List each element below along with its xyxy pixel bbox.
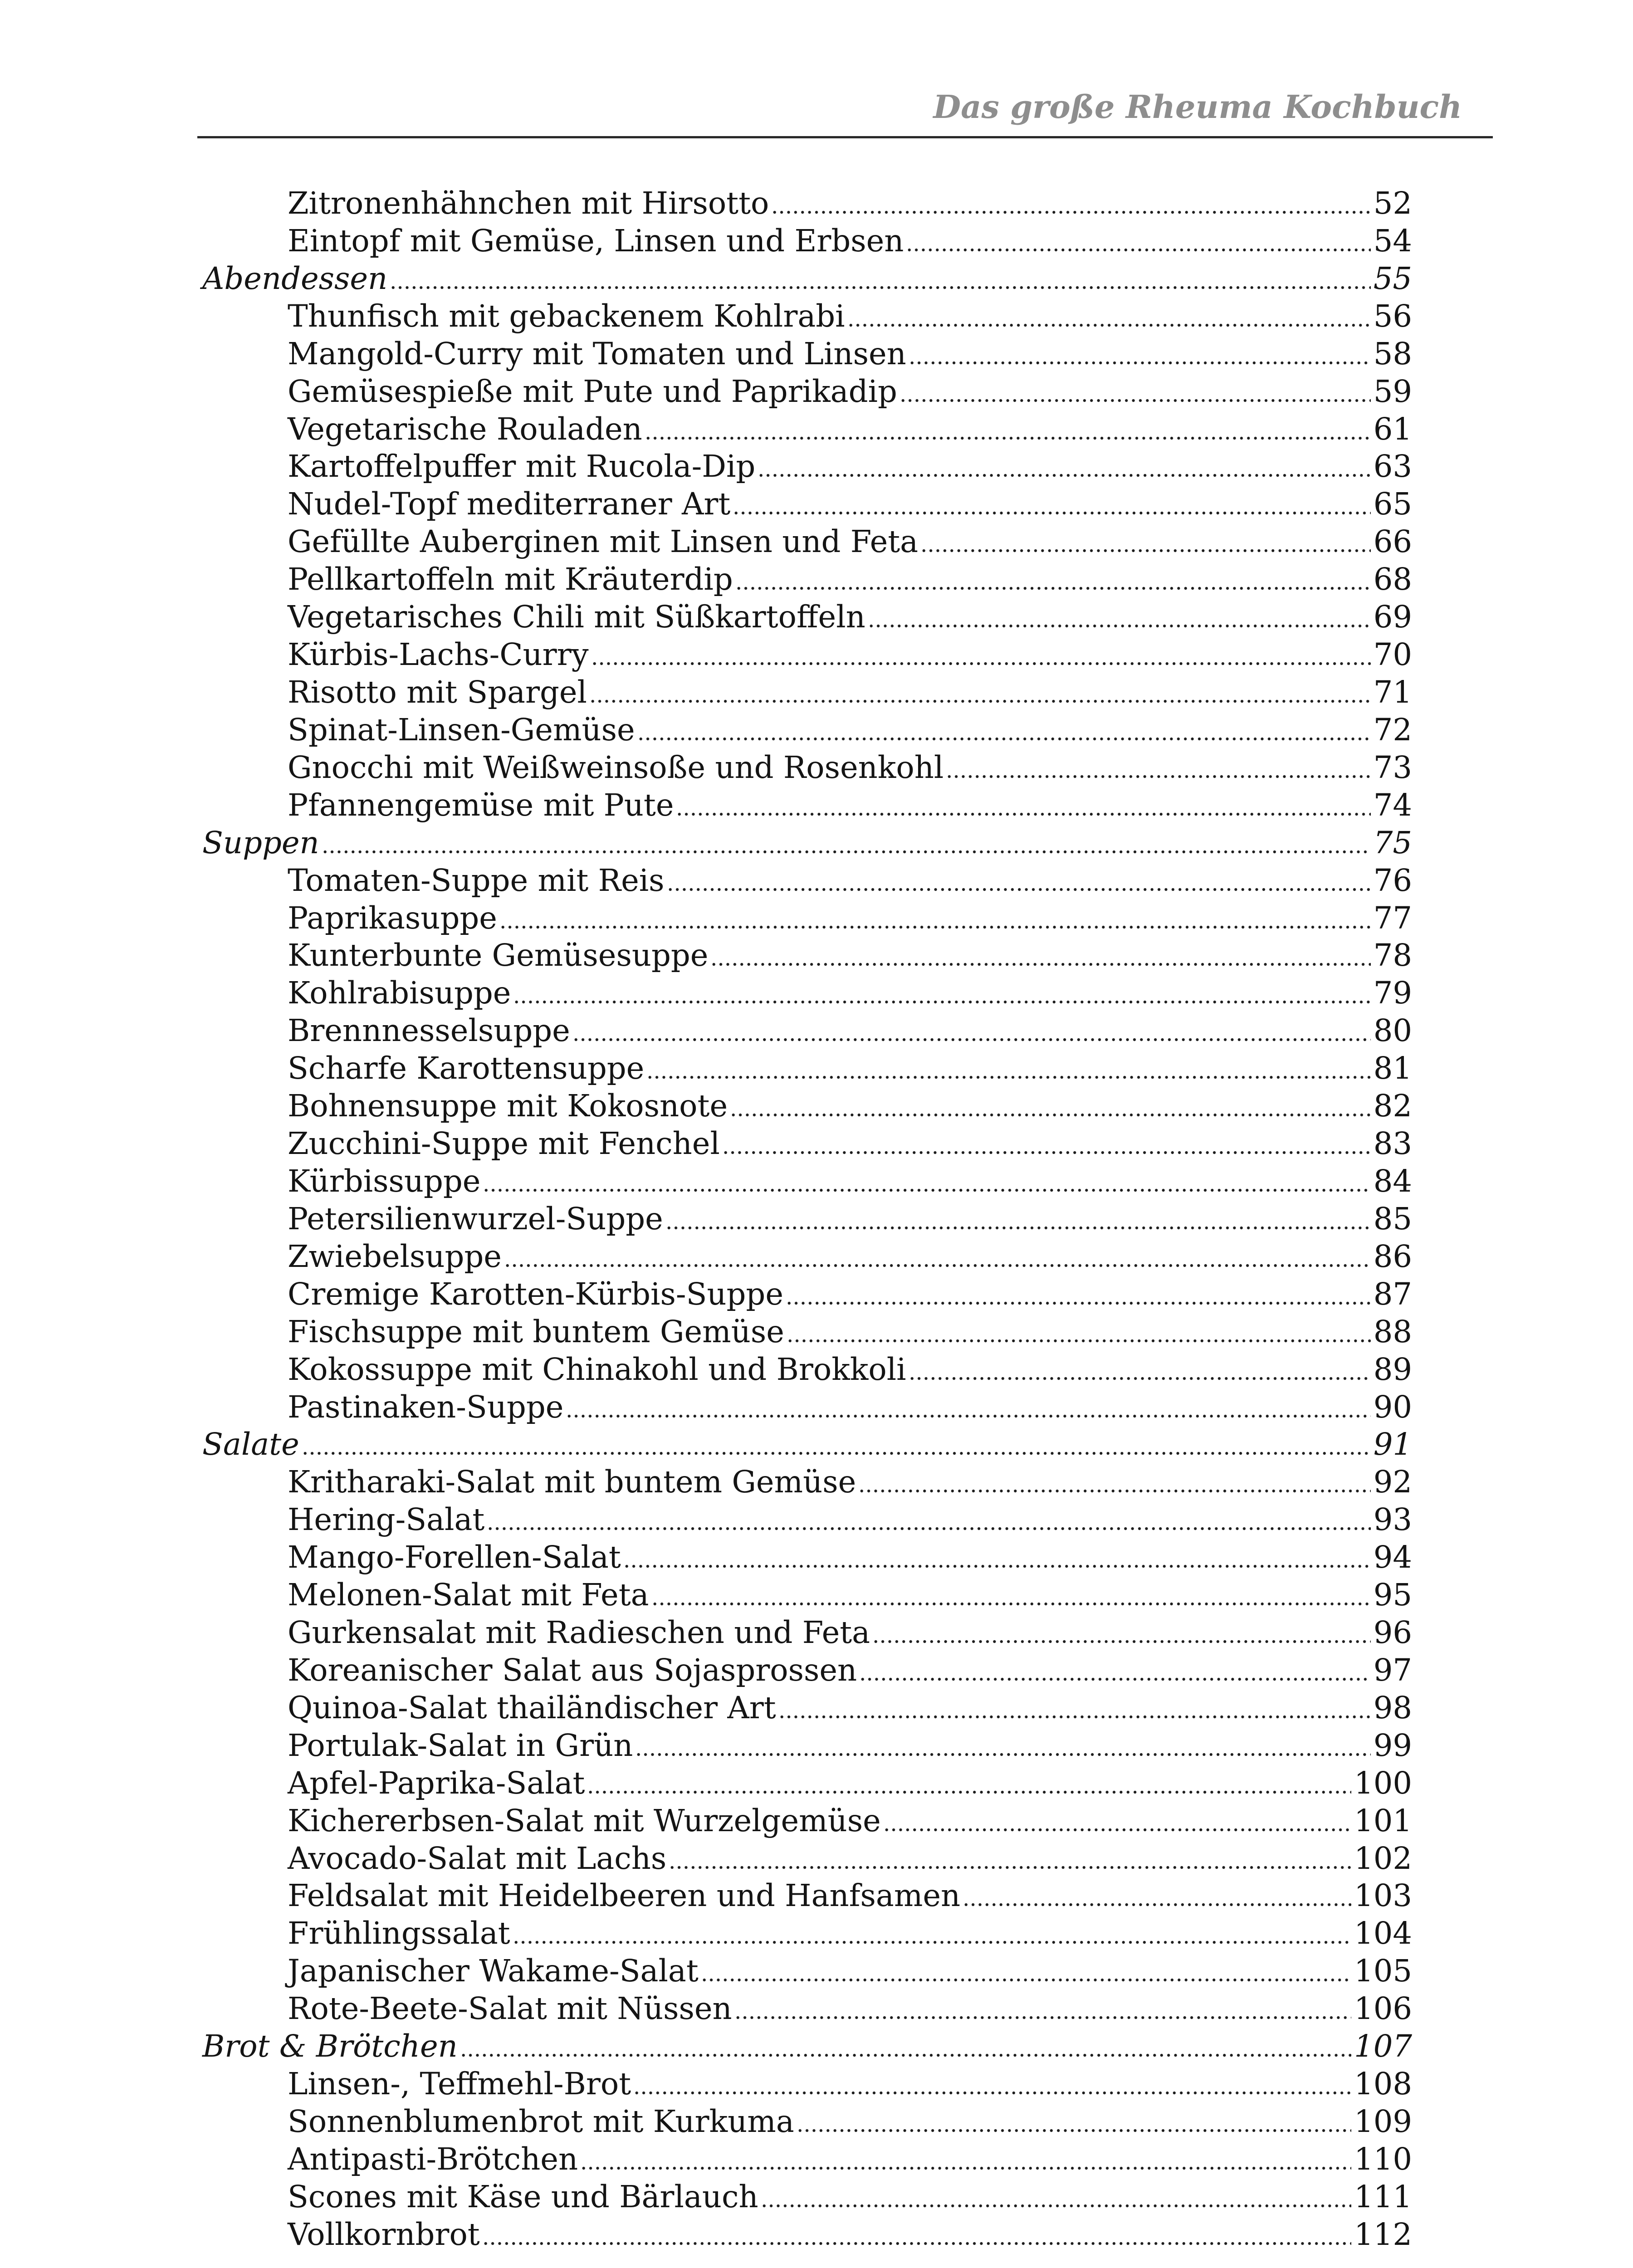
toc-entry-page: 76 xyxy=(1373,862,1412,898)
toc-entry-page: 80 xyxy=(1373,1013,1412,1049)
toc-entry-title: Fischsuppe mit buntem Gemüse xyxy=(288,1314,784,1349)
toc-entry-title: Vollkornbrot xyxy=(288,2216,480,2252)
toc-entry-page: 54 xyxy=(1373,223,1412,259)
dot-leader xyxy=(771,185,1370,222)
toc-entry xyxy=(0,636,1412,674)
dot-leader xyxy=(623,1539,1371,1576)
toc-entry-title: Portulak-Salat in Grün xyxy=(288,1727,633,1763)
toc-entry-title: Kritharaki-Salat mit buntem Gemüse xyxy=(288,1464,856,1500)
dot-leader xyxy=(651,1576,1371,1614)
running-header: Das große Rheuma Kochbuch xyxy=(933,88,1462,126)
dot-leader xyxy=(797,2103,1351,2141)
toc-section xyxy=(0,1426,1412,1463)
toc-entry-page: 106 xyxy=(1354,1991,1412,2027)
toc-entry xyxy=(0,598,1412,636)
table-of-contents xyxy=(0,185,1412,2253)
toc-entry xyxy=(0,1388,1412,1426)
toc-entry-title: Kürbissuppe xyxy=(288,1163,481,1199)
toc-entry-title: Scones mit Käse und Bärlauch xyxy=(288,2179,758,2214)
dot-leader xyxy=(589,674,1371,711)
dot-leader xyxy=(872,1614,1371,1652)
toc-entry-page: 85 xyxy=(1373,1201,1412,1237)
toc-entry xyxy=(0,448,1412,485)
toc-entry-title: Petersilienwurzel-Suppe xyxy=(288,1201,663,1237)
toc-entry-title: Vegetarisches Chili mit Süßkartoffeln xyxy=(288,599,865,635)
toc-entry xyxy=(0,1539,1412,1576)
toc-section-page: 91 xyxy=(1373,1427,1412,1462)
toc-entry-title: Rote-Beete-Salat mit Nüssen xyxy=(288,1991,732,2027)
toc-entry-title: Pfannengemüse mit Pute xyxy=(288,787,674,823)
toc-entry-title: Hering-Salat xyxy=(288,1502,485,1538)
toc-entry xyxy=(0,411,1412,448)
toc-entry-title: Pastinaken-Suppe xyxy=(288,1389,564,1425)
toc-entry-page: 105 xyxy=(1354,1953,1412,1989)
toc-entry xyxy=(0,1840,1412,1877)
toc-entry-page: 69 xyxy=(1373,599,1412,635)
dot-leader xyxy=(859,1652,1371,1689)
toc-entry xyxy=(0,523,1412,561)
toc-entry xyxy=(0,862,1412,899)
dot-leader xyxy=(946,749,1370,787)
toc-entry-page: 111 xyxy=(1354,2179,1412,2214)
toc-entry xyxy=(0,2178,1412,2216)
toc-entry-page: 100 xyxy=(1354,1765,1412,1801)
dot-leader xyxy=(900,373,1371,411)
toc-entry xyxy=(0,937,1412,974)
toc-entry xyxy=(0,2141,1412,2178)
toc-entry-title: Gefüllte Auberginen mit Linsen und Feta xyxy=(288,524,919,560)
dot-leader xyxy=(390,260,1371,298)
dot-leader xyxy=(322,824,1371,862)
toc-entry-title: Sonnenblumenbrot mit Kurkuma xyxy=(288,2104,794,2140)
dot-leader xyxy=(633,2065,1351,2103)
toc-entry xyxy=(0,974,1412,1012)
toc-entry-title: Kokossuppe mit Chinakohl und Brokkoli xyxy=(288,1351,906,1387)
toc-entry xyxy=(0,1238,1412,1276)
toc-entry-title: Nudel-Topf mediterraner Art xyxy=(288,486,731,522)
toc-entry-page: 88 xyxy=(1373,1314,1412,1349)
toc-section-title: Abendessen xyxy=(202,260,388,296)
toc-entry-page: 73 xyxy=(1373,749,1412,785)
toc-entry xyxy=(0,1087,1412,1125)
toc-entry-title: Eintopf mit Gemüse, Linsen und Erbsen xyxy=(288,223,904,259)
toc-entry-title: Scharfe Karottensuppe xyxy=(288,1051,645,1086)
toc-entry xyxy=(0,2065,1412,2103)
dot-leader xyxy=(733,485,1370,523)
toc-entry-page: 108 xyxy=(1354,2066,1412,2102)
toc-entry-title: Avocado-Salat mit Lachs xyxy=(288,1840,667,1876)
toc-entry-page: 103 xyxy=(1354,1878,1412,1914)
toc-entry-title: Thunfisch mit gebackenem Kohlrabi xyxy=(288,298,845,334)
toc-entry-title: Tomaten-Suppe mit Reis xyxy=(288,862,665,898)
toc-entry-title: Gemüsespieße mit Pute und Paprikadip xyxy=(288,373,897,409)
dot-leader xyxy=(665,1200,1371,1238)
toc-entry-page: 81 xyxy=(1373,1051,1412,1086)
toc-entry-title: Linsen-, Teffmehl-Brot xyxy=(288,2066,631,2102)
toc-entry-page: 52 xyxy=(1373,186,1412,221)
dot-leader xyxy=(710,937,1370,974)
toc-entry-page: 109 xyxy=(1354,2104,1412,2140)
toc-entry-page: 72 xyxy=(1373,712,1412,748)
toc-entry-page: 97 xyxy=(1373,1652,1412,1688)
dot-leader xyxy=(778,1689,1371,1727)
toc-entry-title: Pellkartoffeln mit Kräuterdip xyxy=(288,562,733,597)
toc-entry-title: Paprikasuppe xyxy=(288,900,497,936)
toc-entry xyxy=(0,1463,1412,1501)
dot-leader xyxy=(487,1501,1370,1539)
dot-leader xyxy=(302,1426,1371,1463)
toc-entry xyxy=(0,1877,1412,1915)
toc-entry-title: Gurkensalat mit Radieschen und Feta xyxy=(288,1615,870,1651)
toc-entry-page: 86 xyxy=(1373,1238,1412,1274)
toc-section-title: Salate xyxy=(202,1427,299,1462)
header-rule xyxy=(197,136,1493,138)
toc-entry xyxy=(0,1501,1412,1539)
toc-entry-title: Zwiebelsuppe xyxy=(288,1238,502,1274)
toc-entry xyxy=(0,787,1412,824)
toc-entry-title: Spinat-Linsen-Gemüse xyxy=(288,712,635,748)
toc-entry-page: 70 xyxy=(1373,637,1412,673)
dot-leader xyxy=(909,335,1371,373)
toc-entry xyxy=(0,711,1412,749)
dot-leader xyxy=(909,1351,1371,1388)
toc-entry xyxy=(0,1614,1412,1652)
toc-entry-title: Kürbis-Lachs-Curry xyxy=(288,637,589,673)
dot-leader xyxy=(676,787,1370,824)
toc-entry-page: 77 xyxy=(1373,900,1412,936)
dot-leader xyxy=(587,1765,1351,1802)
toc-entry xyxy=(0,1802,1412,1840)
toc-entry xyxy=(0,185,1412,222)
toc-section xyxy=(0,2028,1412,2065)
dot-leader xyxy=(460,2028,1351,2065)
toc-entry-page: 90 xyxy=(1373,1389,1412,1425)
toc-entry-title: Bohnensuppe mit Kokosnote xyxy=(288,1088,728,1124)
toc-entry-page: 102 xyxy=(1354,1840,1412,1876)
toc-entry-title: Brennnesselsuppe xyxy=(288,1013,570,1049)
toc-entry xyxy=(0,298,1412,335)
toc-entry-page: 61 xyxy=(1373,411,1412,447)
toc-entry-page: 84 xyxy=(1373,1163,1412,1199)
dot-leader xyxy=(883,1802,1351,1840)
toc-entry-page: 82 xyxy=(1373,1088,1412,1124)
toc-entry-title: Apfel-Paprika-Salat xyxy=(288,1765,585,1801)
toc-entry-page: 58 xyxy=(1373,336,1412,371)
toc-entry-page: 94 xyxy=(1373,1540,1412,1575)
toc-section xyxy=(0,260,1412,298)
toc-entry-title: Vegetarische Rouladen xyxy=(288,411,642,447)
toc-entry-title: Koreanischer Salat aus Sojasprossen xyxy=(288,1652,857,1688)
toc-section-title: Brot & Brötchen xyxy=(202,2028,458,2064)
toc-entry-title: Mango-Forellen-Salat xyxy=(288,1540,621,1575)
toc-entry xyxy=(0,674,1412,711)
toc-entry xyxy=(0,749,1412,787)
toc-entry-page: 110 xyxy=(1354,2141,1412,2177)
toc-entry-page: 95 xyxy=(1373,1577,1412,1613)
dot-leader xyxy=(566,1388,1370,1426)
dot-leader xyxy=(963,1877,1351,1915)
toc-entry-page: 56 xyxy=(1373,298,1412,334)
toc-section xyxy=(0,824,1412,862)
toc-section-page: 75 xyxy=(1373,825,1412,860)
toc-entry xyxy=(0,1689,1412,1727)
toc-entry-page: 96 xyxy=(1373,1615,1412,1651)
toc-entry xyxy=(0,1313,1412,1351)
dot-leader xyxy=(858,1463,1370,1501)
toc-entry-page: 68 xyxy=(1373,562,1412,597)
toc-entry-title: Risotto mit Spargel xyxy=(288,674,587,710)
dot-leader xyxy=(786,1276,1371,1313)
toc-entry-page: 59 xyxy=(1373,373,1412,409)
toc-entry xyxy=(0,485,1412,523)
toc-entry-title: Zitronenhähnchen mit Hirsotto xyxy=(288,186,769,221)
toc-entry-page: 63 xyxy=(1373,449,1412,484)
toc-entry-title: Kunterbunte Gemüsesuppe xyxy=(288,938,709,973)
toc-entry-title: Zucchini-Suppe mit Fenchel xyxy=(288,1126,720,1162)
toc-entry xyxy=(0,1727,1412,1765)
dot-leader xyxy=(787,1313,1371,1351)
dot-leader xyxy=(669,1840,1351,1877)
dot-leader xyxy=(635,1727,1370,1765)
toc-entry-title: Kartoffelpuffer mit Rucola-Dip xyxy=(288,449,756,484)
toc-entry-title: Frühlingssalat xyxy=(288,1916,510,1951)
toc-entry xyxy=(0,222,1412,260)
toc-entry xyxy=(0,1012,1412,1050)
toc-section-page: 107 xyxy=(1354,2028,1412,2064)
dot-leader xyxy=(868,598,1371,636)
toc-entry-page: 104 xyxy=(1354,1916,1412,1951)
toc-entry-page: 93 xyxy=(1373,1502,1412,1538)
toc-entry-title: Mangold-Curry mit Tomaten und Linsen xyxy=(288,336,906,371)
toc-entry-page: 83 xyxy=(1373,1126,1412,1162)
toc-entry xyxy=(0,2103,1412,2141)
dot-leader xyxy=(637,711,1371,749)
toc-entry xyxy=(0,1915,1412,1952)
dot-leader xyxy=(735,561,1371,598)
toc-entry xyxy=(0,899,1412,937)
dot-leader xyxy=(580,2141,1351,2178)
dot-leader xyxy=(645,411,1371,448)
toc-entry xyxy=(0,1200,1412,1238)
toc-entry xyxy=(0,561,1412,598)
toc-entry-page: 71 xyxy=(1373,674,1412,710)
dot-leader xyxy=(758,448,1370,485)
dot-leader xyxy=(504,1238,1371,1276)
toc-entry-page: 79 xyxy=(1373,975,1412,1011)
toc-entry xyxy=(0,1125,1412,1163)
toc-entry-title: Melonen-Salat mit Feta xyxy=(288,1577,649,1613)
toc-entry xyxy=(0,1765,1412,1802)
toc-entry xyxy=(0,1163,1412,1200)
dot-leader xyxy=(483,1163,1370,1200)
toc-entry-page: 99 xyxy=(1373,1727,1412,1763)
dot-leader xyxy=(734,1990,1351,2028)
toc-entry xyxy=(0,2216,1412,2253)
dot-leader xyxy=(920,523,1371,561)
toc-entry-title: Kohlrabisuppe xyxy=(288,975,511,1011)
toc-section-page: 55 xyxy=(1373,260,1412,296)
toc-entry xyxy=(0,373,1412,411)
toc-entry-page: 74 xyxy=(1373,787,1412,823)
dot-leader xyxy=(591,636,1371,674)
toc-entry-page: 65 xyxy=(1373,486,1412,522)
toc-entry-title: Quinoa-Salat thailändischer Art xyxy=(288,1690,776,1725)
dot-leader xyxy=(761,2178,1351,2216)
toc-entry-page: 89 xyxy=(1373,1351,1412,1387)
dot-leader xyxy=(722,1125,1371,1163)
dot-leader xyxy=(847,298,1371,335)
toc-entry-page: 87 xyxy=(1373,1276,1412,1312)
dot-leader xyxy=(499,899,1371,937)
toc-entry-page: 66 xyxy=(1373,524,1412,560)
toc-entry-page: 78 xyxy=(1373,938,1412,973)
dot-leader xyxy=(482,2216,1351,2253)
toc-entry xyxy=(0,1652,1412,1689)
toc-entry-page: 101 xyxy=(1354,1803,1412,1838)
dot-leader xyxy=(572,1012,1371,1050)
dot-leader xyxy=(513,974,1370,1012)
dot-leader xyxy=(667,862,1371,899)
dot-leader xyxy=(701,1952,1351,1990)
dot-leader xyxy=(513,1915,1351,1952)
toc-entry xyxy=(0,1351,1412,1388)
toc-entry-title: Cremige Karotten-Kürbis-Suppe xyxy=(288,1276,783,1312)
toc-entry-title: Japanischer Wakame-Salat xyxy=(288,1953,699,1989)
dot-leader xyxy=(730,1087,1371,1125)
toc-entry xyxy=(0,1952,1412,1990)
toc-entry-title: Antipasti-Brötchen xyxy=(288,2141,578,2177)
toc-section-title: Suppen xyxy=(202,825,319,860)
toc-entry-title: Feldsalat mit Heidelbeeren und Hanfsamen xyxy=(288,1878,961,1914)
dot-leader xyxy=(646,1050,1370,1087)
toc-entry xyxy=(0,1050,1412,1087)
toc-entry xyxy=(0,1276,1412,1313)
toc-entry xyxy=(0,335,1412,373)
toc-entry-title: Gnocchi mit Weißweinsoße und Rosenkohl xyxy=(288,749,944,785)
toc-entry-page: 98 xyxy=(1373,1690,1412,1725)
toc-entry-title: Kichererbsen-Salat mit Wurzelgemüse xyxy=(288,1803,881,1838)
toc-entry-page: 92 xyxy=(1373,1464,1412,1500)
dot-leader xyxy=(906,222,1370,260)
toc-entry xyxy=(0,1990,1412,2028)
toc-entry xyxy=(0,1576,1412,1614)
toc-entry-page: 112 xyxy=(1354,2216,1412,2252)
